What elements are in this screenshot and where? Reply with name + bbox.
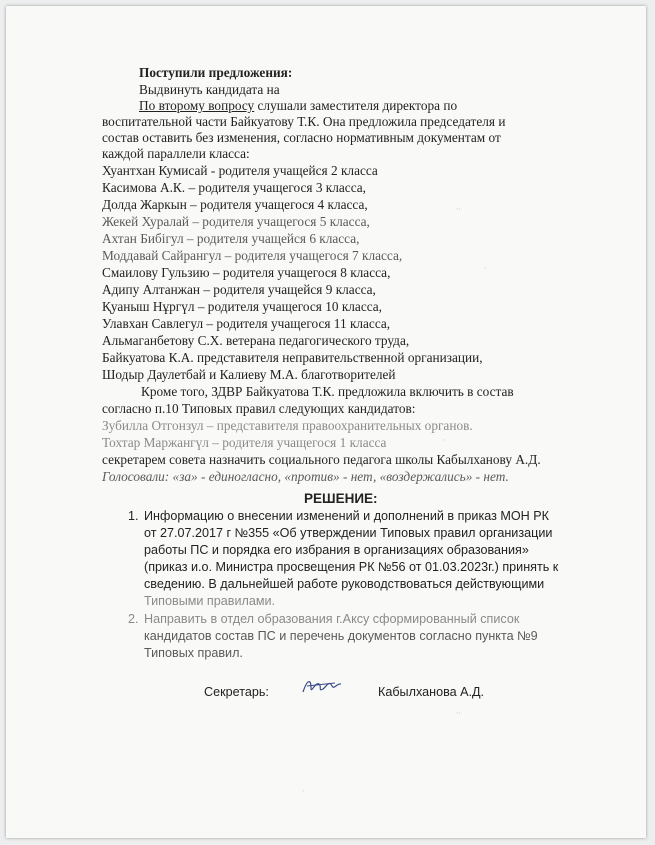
vote-line: Голосовали: «за» - единогласно, «против» - нет, «воздержались» - нет. (102, 469, 509, 484)
second-question-rest: слушали заместителя директора по (254, 98, 458, 113)
scan-speck: ∙∙ (456, 204, 461, 213)
member-line: Ахтан Бибігул – родителя учащейся 6 класса, (102, 231, 360, 246)
decision-item-1-line: Информацию о внесении изменений и дополнений в приказ МОН РК (144, 509, 550, 523)
member-line: Жекей Хуралай – родителя учащегося 5 класса, (102, 214, 370, 229)
decision-item-1-line: работы ПС и порядка его избрания в организациях образования» (144, 543, 529, 557)
second-question-line (139, 98, 457, 114)
scan-speck: ∙ (484, 263, 487, 272)
decision-item-2-line: Направить в отдел образования г.Аксу сформированный список (144, 612, 520, 626)
member-line: Улавхан Савлегул – родителя учащегося 11 класса, (102, 316, 391, 331)
member-line: Шодыр Даулетбай и Калиеву М.А. благотворителей (102, 367, 396, 382)
decision-item-1-number: 1. (128, 509, 139, 523)
member-line: Қуаныш Нұргүл – родителя учащегося 10 класса, (102, 299, 383, 314)
proposal-text-line-3: состав оставить без изменения, согласно нормативным документам от (102, 130, 501, 145)
additional-line-1: Кроме того, ЗДВР Байкуатова Т.К. предложила включить в состав (141, 384, 514, 399)
member-line: Хуантхан Кумисай - родителя учащейся 2 класса (102, 163, 378, 178)
member-line: Альмаганбетову С.Х. ветерана педагогического труда, (102, 333, 410, 348)
additional-line-2: согласно п.10 Типовых правил следующих кандидатов: (102, 401, 416, 416)
candidate-line: Зубилла Отгонзул – представителя правоохранительных органов. (102, 418, 473, 433)
scan-speck: ∙ (443, 435, 446, 444)
scan-speck: ∙∙ (456, 708, 461, 717)
decision-item-2-number: 2. (128, 612, 139, 626)
member-line: Байкуатова К.А. представителя неправительственной организации, (102, 350, 483, 365)
member-line: Смаилову Гульзию – родителя учащегося 8 класса, (102, 265, 391, 280)
proposal-text-line-4: каждой параллели класса: (102, 146, 250, 161)
scan-speck: ∙ (302, 786, 305, 795)
member-line: Долда Жаркын – родителя учащегося 4 класса, (102, 197, 368, 212)
decision-item-1-line: (приказ и.о. Министра просвещения РК №56 от 01.03.2023г.) принять к (144, 560, 559, 574)
decision-item-1-line: Типовыми правилами. (144, 594, 276, 608)
member-line: Касимова А.К. – родителя учащегося 3 класса, (102, 180, 366, 195)
decision-title: РЕШЕНИЕ: (304, 491, 378, 506)
member-line: Моддавай Сайрангул – родителя учащегося 7 класса, (102, 248, 403, 263)
candidate-line: Тохтар Маржангүл – родителя учащегося 1 класса (102, 435, 387, 450)
proposals-title: Поступили предложения: (139, 65, 293, 80)
second-question-label: По второму вопросу (139, 98, 255, 113)
decision-item-2-line: Типовых правил. (144, 646, 243, 660)
secretary-appointment-line: секретарем совета назначить социального педагога школы Кабылханову А.Д. (102, 452, 541, 467)
signature-label: Секретарь: (204, 685, 269, 699)
decision-item-1-line: сведению. В дальнейшей работе руководствоваться действующими (144, 577, 545, 591)
proposal-text-line-2: воспитательной части Байкуатову Т.К. Она предложила председателя и (102, 114, 506, 129)
signature-name: Кабылханова А.Д. (378, 685, 485, 699)
document-page (6, 6, 646, 838)
decision-item-2-line: кандидатов состав ПС и перечень документов согласно пункта №9 (144, 629, 538, 643)
member-line: Адипу Алтанжан – родителя учащейся 9 класса, (102, 282, 376, 297)
nominate-line: Выдвинуть кандидата на (139, 82, 280, 97)
handwritten-signature (299, 674, 349, 700)
decision-item-1-line: от 27.07.2017 г №355 «Об утверждении Типовых правил организации (144, 526, 553, 540)
